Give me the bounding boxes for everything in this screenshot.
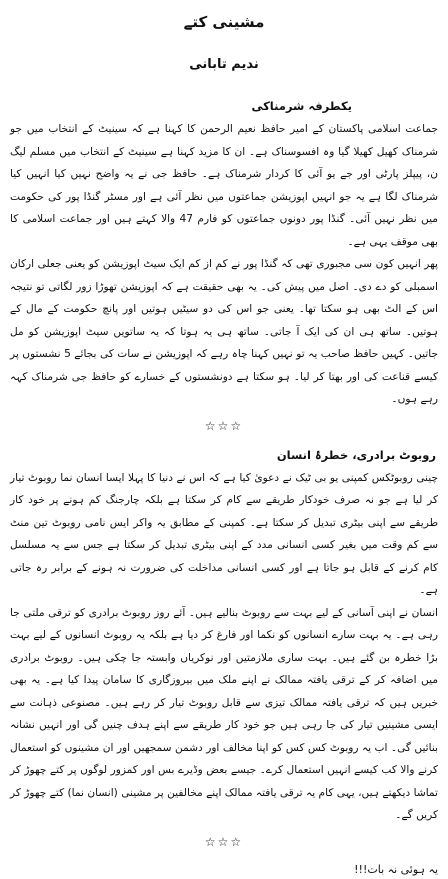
section-heading-1: یکطرفہ شرمناکی bbox=[251, 99, 352, 113]
section2-paragraph-2: انسان نے اپنی آسانی کے لیے بہت سے روبوٹ بنالیے ہیں۔ آئے روز روبوٹ برادری کو ترقی ملتی جا رہی ہے۔ یہ بہت سارے انسانوں کو نکما اور فارغ کر دیا ہے بلکہ یہ روبوٹ انسانوں کے لیے بہت بڑا خطرہ بن گئے ہیں۔ بہت ساری ملازمتیں اور نوکریاں وابستہ جا چکی ہیں۔ روبوٹ برادری میں اضافہ کر کے ترقی یافتہ ممالک نے اپنے ملک میں بیروزگاری کا سامان پیدا کیا ہے۔ یہ بھی خبریں ہیں کہ ترقی یافتہ ممالک تیزی سے قابل روبوٹ تیار کر رہے ہیں۔ مصنوعی ذہانت سے ایسی مشینیں تیار کی جا رہی ہیں جو خود کار طریقے سے اپنے ہدف چنیں گی اور انہیں نشانہ بنائیں گی۔ اب یہ روبوٹ کس کس کو اپنا مخالف اور دشمن سمجھیں اور ان مشینوں کو استعمال کرنے والا کب کیسے انہیں استعمال کرے۔ جیسے بعض وڈیرے بس اور کمزور لوگوں پر کتے چھوڑ کر تماشا دیکھتے ہیں، یہی کام یہ ترقی یافتہ ممالک اپنے مخالفین پر مشینی (انسان نما) کتے چھوڑ کر کریں گے۔ bbox=[10, 606, 438, 821]
author-name: ندیم تابانی bbox=[189, 57, 259, 72]
section1-paragraph-2: پھر انہیں کون سی مجبوری تھی کہ گنڈا پور نے کم از کم ایک سیٹ اپوزیشن کو یعنی جعلی ارکان اسمبلی کو دے دی۔ اصل میں پیش کی۔ یہ بھی حقیقت ہے کہ اپوزیشن تھوڑا زور لگاتی تو نتیجہ اس کے الٹ بھی ہو سکتا تھا۔ یعنی جو اس کی دو سیٹیں ہوتیں اور پانچ حکومت کے مال کے ہوتیں۔ ساتھ ہی ان کی ایک آ جاتی۔ ساتھ ہی یہ ہوتا کہ یہ ساتویں سیٹ اپوزیشن کو مل جاتیں۔ کہیں حافظ صاحب یہ تو نہیں کہنا چاہ رہے کہ اپوزیشن نے سات کی بجائے 5 نشستوں پر کیسے قناعت کی اور بھتا کر لیا۔ ہو سکتا ہے دونشستوں کے خسارے کو حافظ جی شرمناک کہہ رہے ہوں۔ bbox=[10, 258, 438, 405]
column-title: مشینی کتے bbox=[183, 13, 265, 31]
section2-paragraph-1: چینی روبوٹکس کمپنی یو بی ٹیک نے دعویٰ کیا ہے کہ اس نے دنیا کا پہلا ایسا انسان نما روبوٹ تیار کر لیا ہے جو نہ صرف خودکار طریقے سے کام کر سکتا ہے بلکہ چارجنگ کم ہونے پر خود کار طریقے سے اپنی بیٹری تبدیل کر سکتا ہے۔ کمپنی کے مطابق یہ واکر ایس نامی روبوٹ تین منٹ سے کم وقت میں بغیر کسی انسانی مدد کے اپنی بیٹری تبدیل کر سکتا ہے جس سے یہ مسلسل کام کرنے کے قابل ہو جاتا ہے اور کسی انسانی مداخلت کی ضرورت نہ ہونے کے برابر رہ جاتی ہے۔ bbox=[10, 471, 438, 596]
section-heading-2: روبوٹ برادری، خطرۂ انسان bbox=[276, 447, 436, 462]
section1-paragraph-1: جماعت اسلامی پاکستان کے امیر حافظ نعیم الرحمن کا کہنا ہے کہ سینیٹ کے انتخاب میں جو شرمناک کھیل کھیلا گیا وہ افسوسناک ہے۔ ان کا مزید کہنا ہے سینیٹ کے انتخاب میں مسلم لیگ ن، پیپلز پارٹی اور جے یو آئی کا کردار شرمناک ہے۔ حافظ جی نے یہ واضح نہیں کیا انہیں کیا شرمناک لگا ہے یہ جو انہیں اپوزیشن جماعتوں میں نظر آئی ہے اور مسٹر گنڈا پور کی حکومت میں نظر نہیں آئی۔ گنڈا پور دونوں جماعتوں کو فارم 47 والا کہتے ہیں اور جماعت اسلامی کا بھی موقف یہی ہے۔ bbox=[10, 123, 438, 248]
stars-divider-2: ☆☆☆ bbox=[204, 834, 244, 849]
closing-heading: یہ ہوئی نہ بات!!! bbox=[354, 862, 438, 876]
stars-divider-1: ☆☆☆ bbox=[204, 418, 244, 433]
